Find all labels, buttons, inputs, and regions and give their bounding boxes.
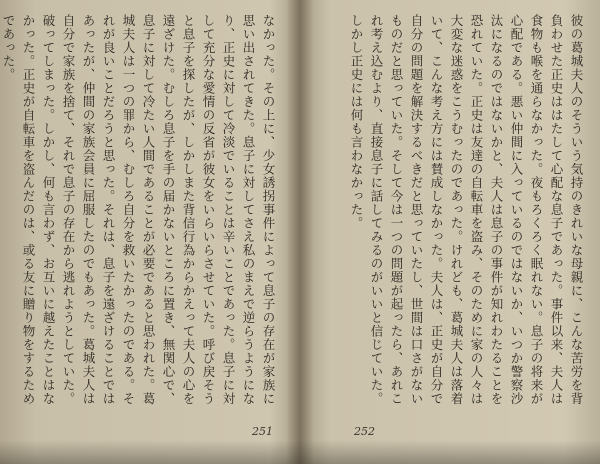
right-page-number: 252 (354, 425, 375, 438)
left-page-number: 251 (252, 425, 273, 438)
right-page-text: 彼の葛城夫人のそういう気持のきれいな母親に、こんな苦労を背負わせた正史ははたして心配な息子であった。事件以来、夫人は食物も喉を通らなかった。夜もろくろく眠れない。息子の将来が心配である。悪い仲間に入っているのではないか、いつか警察沙汰になるのではないかと、夫人は息子の事件が知れわたることを恐れていた。正史は友達の自転車を盗み、そのために家の人々は大変な迷惑をこうむったのであった。けれども、葛城夫人は落着いて、こんな考え方には賛成しなかった。夫人は、正史が自分で自分の問題を解決するべきだと思っていたし、世間は口さがないものだと思っていた。そして今は一つの問題が起ったら、あれこれ考え込むより、直接息子に話してみるのがいいと信じていた。しかし正史には何も言わなかった。 (349, 14, 584, 406)
left-page (1, 4, 286, 444)
page-shadow (0, 440, 600, 464)
book-gutter (286, 0, 314, 464)
right-page (314, 4, 596, 444)
left-page-text: なかった。その上に、少女誘拐事件によって息子の存在が家族に思い出されてきた。息子に対してさえ私のまえで逆らうようになり、正史に対して冷淡でいることは辛いことであった。息子に対して充分な愛情の反省が彼女をいらいらさせていた。呼び戻そうと息子を探したが、しかしまた背信行為からかえって夫人の心を遠ざけた。むしろ息子を手の届かないところに置き、無関心で、息子に対して冷たい人間であることが必要であると思われた。葛城夫人は一つの罪から、むしろ自分を救いたかったのである。それが良いことだろうと思った。それは、息子を遠ざけることではあったが、仲間の家族会員に屈服したのでもあった。葛城夫人は自分で家族を捨て、それで息子の存在から逃れようとしていた。破ってしまった。しかし、何も言わず、お互いに越えたことはなかった。正史が自転車を盗んだのは、或る友に贈り物をするためであった。 (1, 14, 276, 406)
